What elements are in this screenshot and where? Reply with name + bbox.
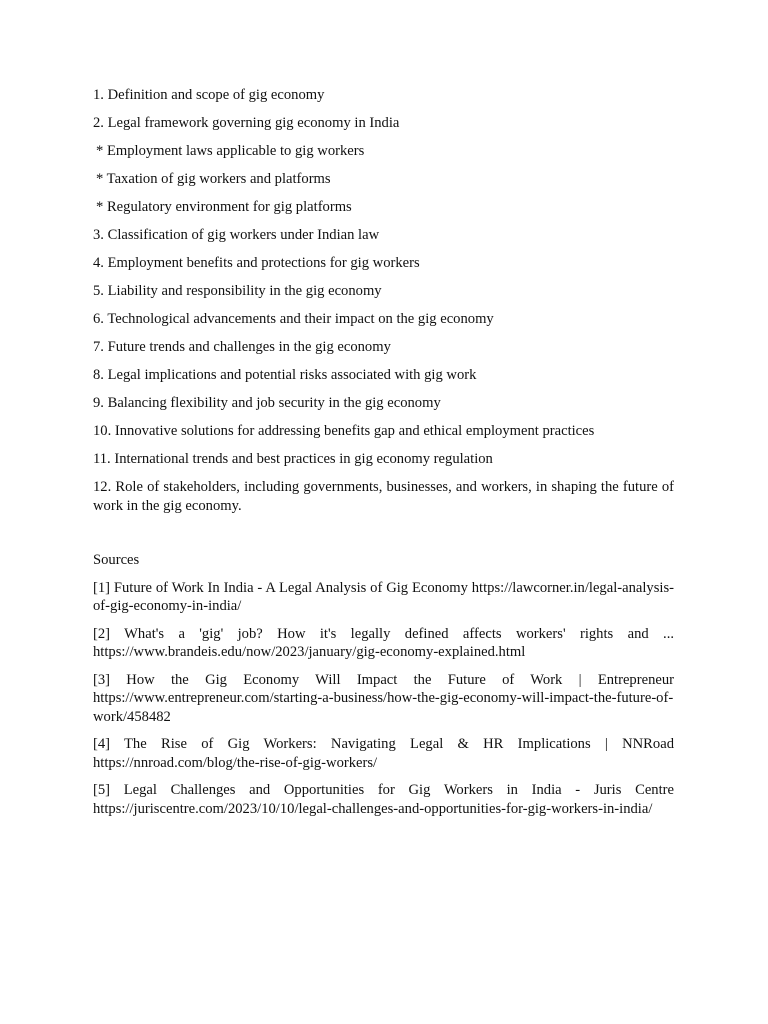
outline-item: 1. Definition and scope of gig economy [93,87,325,103]
outline-item: 2. Legal framework governing gig economy in India [93,115,400,131]
sources-section [93,551,674,818]
outline-item: 5. Liability and responsibility in the gig economy [93,283,382,299]
outline-item: 3. Classification of gig workers under Indian law [93,227,380,243]
outline-item: 6. Technological advancements and their impact on the gig economy [93,311,494,327]
outline-item: 4. Employment benefits and protections for gig workers [93,255,420,271]
sources-heading: Sources [93,552,140,568]
outline-item: 10. Innovative solutions for addressing benefits gap and ethical employment practices [93,423,595,439]
document-page [93,86,674,827]
source-citation: [5] Legal Challenges and Opportunities for Gig Workers in India - Juris Centre https://juriscentre.com/2023/10/10/legal-challenges-and-opportunities-for-gig-workers-in-india/ [93,782,674,817]
source-citation: [4] The Rise of Gig Workers: Navigating Legal & HR Implications | NNRoad https://nnroad.com/blog/the-rise-of-gig-workers/ [93,736,674,771]
outline-item: 8. Legal implications and potential risks associated with gig work [93,367,477,383]
outline-subitem: * Employment laws applicable to gig workers [96,143,365,159]
outline-subitem: * Regulatory environment for gig platforms [96,199,352,215]
outline-item: 12. Role of stakeholders, including governments, businesses, and workers, in shaping the future of work in the gig economy. [93,479,674,514]
outline-subitem: * Taxation of gig workers and platforms [96,171,331,187]
outline-item: 11. International trends and best practices in gig economy regulation [93,451,493,467]
source-citation: [2] What's a 'gig' job? How it's legally defined affects workers' rights and ... https://www.brandeis.edu/now/2023/january/gig-economy-explained.html [93,625,674,660]
topic-outline [93,86,674,515]
outline-item: 7. Future trends and challenges in the gig economy [93,339,391,355]
source-citation: [1] Future of Work In India - A Legal Analysis of Gig Economy https://lawcorner.in/legal-analysis-of-gig-economy-in-india/ [93,579,674,614]
outline-item: 9. Balancing flexibility and job security in the gig economy [93,395,441,411]
source-citation: [3] How the Gig Economy Will Impact the Future of Work | Entrepreneur https://www.entrepreneur.com/starting-a-business/how-the-gig-economy-will-impact-the-future-of-work/458482 [93,671,674,725]
